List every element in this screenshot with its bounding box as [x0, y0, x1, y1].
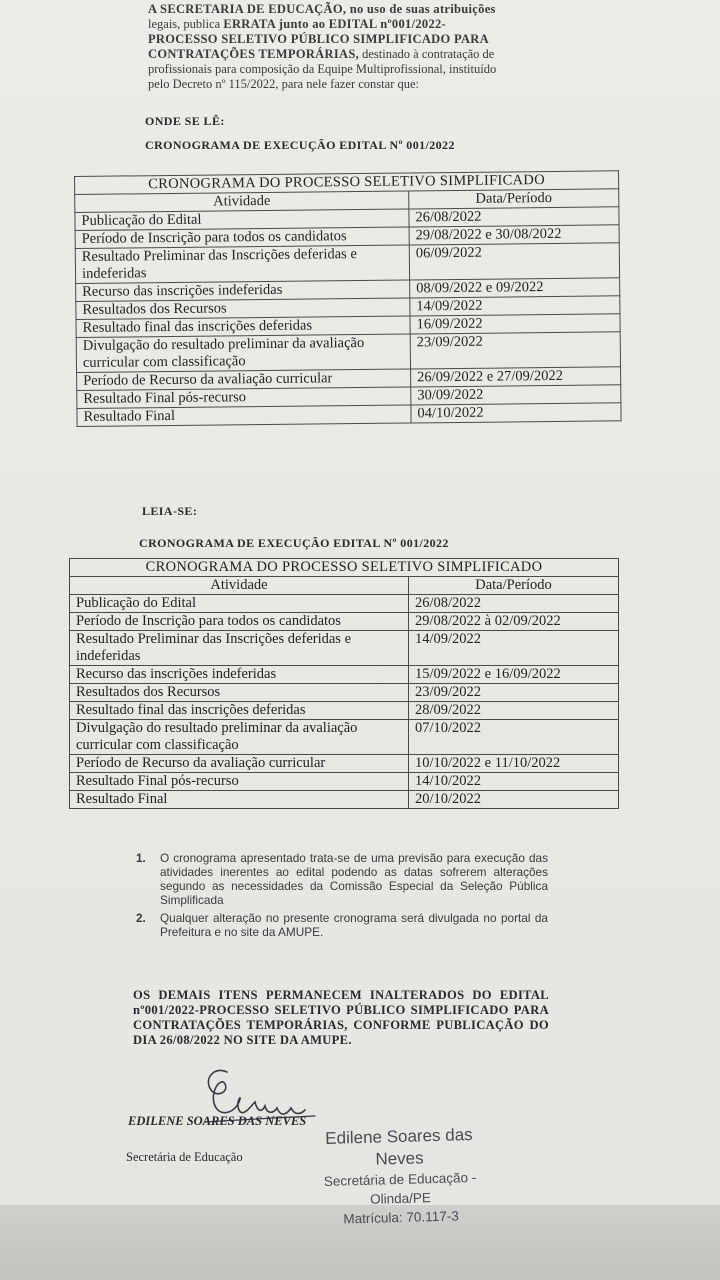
date-cell: 26/08/2022	[409, 595, 619, 613]
note-text: O cronograma apresentado trata-se de uma previsão para execução das atividades inerentes ao edital podendo as datas sofrerem alterações segundo as necessidades da Comissão Especial da Seleção Pública Simplificada	[160, 851, 548, 907]
stamp-name: Edilene Soares das Neves	[325, 1125, 473, 1169]
note-item	[136, 851, 548, 907]
intro-line-3: PROCESSO SELETIVO PÚBLICO SIMPLIFICADO PARA	[148, 32, 489, 46]
date-cell: 10/10/2022 e 11/10/2022	[409, 755, 619, 773]
column-header-date: Data/Período	[409, 189, 619, 209]
table-row	[70, 720, 619, 755]
table-row	[70, 773, 619, 791]
intro-line-2a: legais, publica	[148, 17, 221, 31]
date-cell: 08/09/2022 e 09/2022	[410, 278, 620, 298]
table-row	[70, 755, 619, 773]
activity-cell: Publicação do Edital	[75, 209, 409, 230]
table-row	[75, 243, 619, 284]
date-cell: 28/09/2022	[409, 702, 619, 720]
column-header-activity: Atividade	[75, 191, 409, 212]
activity-cell: Divulgação do resultado preliminar da avaliação curricular com classificação	[76, 334, 410, 372]
onde-se-le-label: ONDE SE LÊ:	[145, 114, 225, 128]
note-number: 2.	[136, 911, 146, 925]
activity-cell: Resultado final das inscrições deferidas	[70, 702, 409, 720]
activity-cell: Resultado Final pós-recurso	[70, 773, 409, 791]
section-title-onde: CRONOGRAMA DE EXECUÇÃO EDITAL Nº 001/2022	[145, 138, 455, 152]
signer-name: EDILENE SOARES DAS NEVES	[128, 1114, 307, 1128]
table-row	[70, 702, 619, 720]
date-cell: 29/08/2022 à 02/09/2022	[409, 613, 619, 631]
date-cell: 07/10/2022	[409, 720, 619, 755]
intro-line-1: A SECRETARIA DE EDUCAÇÃO, no uso de suas atribuições	[148, 2, 496, 16]
activity-cell: Recurso das inscrições indeferidas	[70, 666, 409, 684]
date-cell: 04/10/2022	[411, 403, 621, 423]
activity-cell: Resultado final das inscrições deferidas	[76, 316, 410, 337]
intro-line-4a: CONTRATAÇÕES TEMPORÁRIAS,	[148, 47, 359, 61]
date-cell: 16/09/2022	[410, 314, 620, 334]
activity-cell: Divulgação do resultado preliminar da avaliação curricular com classificação	[70, 720, 409, 755]
date-cell: 26/09/2022 e 27/09/2022	[411, 367, 621, 387]
table-row	[70, 791, 619, 809]
table-row	[70, 631, 619, 666]
intro-paragraph	[148, 2, 550, 92]
activity-cell: Publicação do Edital	[70, 595, 409, 613]
stamp-role: Secretária de Educação - Olinda/PE	[323, 1170, 477, 1207]
activity-cell: Resultado Preliminar das Inscrições deferidas e indeferidas	[75, 245, 409, 283]
stamp-registration: Matrícula: 70.117-3	[343, 1208, 459, 1227]
table-title: CRONOGRAMA DO PROCESSO SELETIVO SIMPLIFICADO	[70, 559, 619, 577]
date-cell: 06/09/2022	[409, 243, 619, 280]
column-header-activity: Atividade	[70, 577, 409, 595]
activity-cell: Período de Recurso da avaliação curricular	[77, 369, 411, 390]
leia-se-label: LEIA-SE:	[142, 504, 198, 518]
note-text: Qualquer alteração no presente cronograma será divulgada no portal da Prefeitura e no site da AMUPE.	[160, 911, 548, 939]
date-cell: 20/10/2022	[409, 791, 619, 809]
activity-cell: Resultado Final pós-recurso	[77, 387, 411, 408]
date-cell: 26/08/2022	[409, 207, 619, 227]
date-cell: 14/10/2022	[409, 773, 619, 791]
activity-cell: Período de Inscrição para todos os candidatos	[75, 227, 409, 248]
note-number: 1.	[136, 851, 146, 865]
schedule-table-onde	[74, 170, 622, 427]
activity-cell: Resultado Preliminar das Inscrições deferidas e indeferidas	[70, 631, 409, 666]
activity-cell: Período de Inscrição para todos os candidatos	[70, 613, 409, 631]
date-cell: 15/09/2022 e 16/09/2022	[409, 666, 619, 684]
intro-line-4b: destinado à contratação de	[362, 47, 495, 61]
activity-cell: Recurso das inscrições indeferidas	[76, 280, 410, 301]
intro-line-5: profissionais para composição da Equipe Multiprofissional, instituído	[148, 62, 497, 76]
activity-cell: Resultado Final	[77, 405, 411, 426]
schedule-table-leia	[69, 558, 619, 809]
activity-cell: Resultado Final	[70, 791, 409, 809]
activity-cell: Resultados dos Recursos	[76, 298, 410, 319]
section-title-leia: CRONOGRAMA DE EXECUÇÃO EDITAL Nº 001/2022	[139, 536, 449, 550]
date-cell: 29/08/2022 e 30/08/2022	[409, 225, 619, 245]
signer-role: Secretária de Educação	[126, 1150, 243, 1164]
date-cell: 14/09/2022	[410, 296, 620, 316]
date-cell: 23/09/2022	[409, 684, 619, 702]
date-cell: 14/09/2022	[409, 631, 619, 666]
notes-list	[136, 851, 548, 943]
date-cell: 30/09/2022	[411, 385, 621, 405]
table-row	[70, 666, 619, 684]
note-item	[136, 911, 548, 939]
official-stamp	[299, 1123, 502, 1229]
table-row	[70, 613, 619, 631]
activity-cell: Período de Recurso da avaliação curricular	[70, 755, 409, 773]
table-row	[70, 684, 619, 702]
table-title: CRONOGRAMA DO PROCESSO SELETIVO SIMPLIFICADO	[75, 171, 619, 195]
table-row	[70, 595, 619, 613]
table-row	[76, 332, 620, 373]
closing-statement: OS DEMAIS ITENS PERMANECEM INALTERADOS DO EDITAL nº001/2022-PROCESSO SELETIVO PÚBLICO SIMPLIFICADO PARA CONTRATAÇÕES TEMPORÁRIAS, CONFORME PUBLICAÇÃO DO DIA 26/08/2022 NO SITE DA AMUPE.	[133, 988, 549, 1047]
column-header-date: Data/Período	[409, 577, 619, 595]
date-cell: 23/09/2022	[410, 332, 620, 369]
intro-line-2b: ERRATA junto ao EDITAL nº001/2022-	[223, 17, 447, 31]
intro-line-6: pelo Decreto nº 115/2022, para nele fazer constar que:	[148, 77, 420, 91]
activity-cell: Resultados dos Recursos	[70, 684, 409, 702]
